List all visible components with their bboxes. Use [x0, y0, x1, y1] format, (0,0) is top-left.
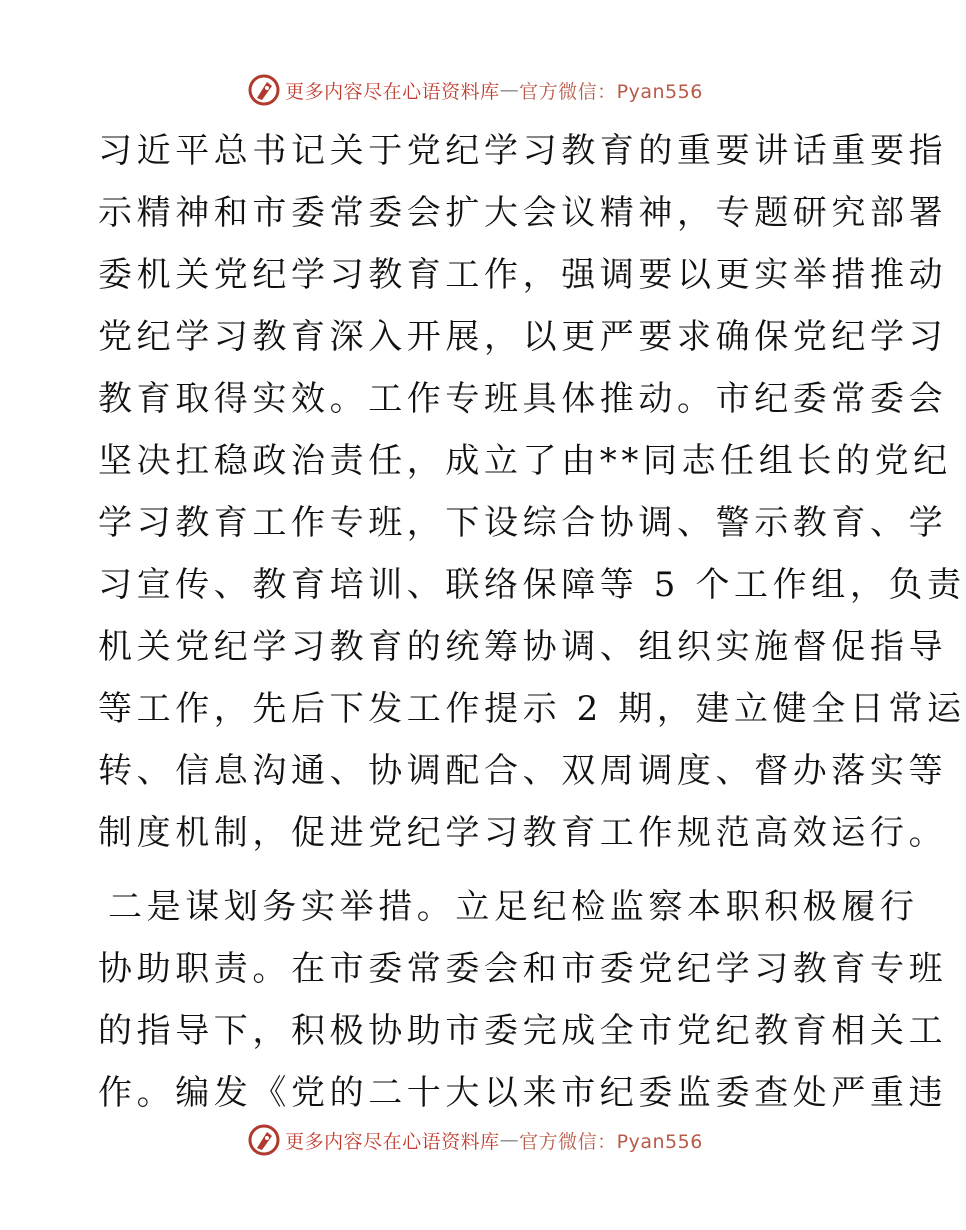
- text-line: 习近平总书记关于党纪学习教育的重要讲话重要指: [98, 131, 948, 171]
- text-line: 习宣传、教育培训、联络保障等 5 个工作组，负责: [98, 565, 966, 605]
- text-line: 机关党纪学习教育的统筹协调、组织实施督促指导: [98, 627, 948, 667]
- text-line: 协助职责。在市委常委会和市委党纪学习教育专班: [98, 949, 948, 989]
- pen-nib-circle-icon: [247, 1123, 281, 1157]
- paragraph-gap: [98, 864, 858, 876]
- paragraph-2: [98, 876, 948, 1124]
- text-line: 党纪学习教育深入开展，以更严要求确保党纪学习: [98, 317, 948, 357]
- watermark-brand: 更多内容尽在心语资料库: [285, 1130, 500, 1153]
- text-line: 二是谋划务实举措。立足纪检监察本职积极履行: [108, 887, 919, 927]
- text-line: 转、信息沟通、协调配合、双周调度、督办落实等: [98, 751, 948, 791]
- pen-nib-circle-icon: [247, 73, 281, 107]
- document-body: [98, 120, 966, 1124]
- text-line: 学习教育工作专班，下设综合协调、警示教育、学: [98, 503, 948, 543]
- watermark-banner-top: [0, 70, 950, 110]
- text-line: 等工作，先后下发工作提示 2 期，建立健全日常运: [98, 689, 966, 729]
- text-line: 作。编发《党的二十大以来市纪委监委查处严重违: [98, 1073, 948, 1113]
- watermark-wechat: 官方微信：Pyan556: [519, 1130, 703, 1153]
- watermark-dash: —: [499, 79, 520, 101]
- text-line: 教育取得实效。工作专班具体推动。市纪委常委会: [98, 379, 948, 419]
- watermark-dash: —: [499, 1129, 520, 1151]
- paragraph-1: [98, 120, 966, 864]
- watermark-brand: 更多内容尽在心语资料库: [285, 80, 500, 103]
- text-line: 示精神和市委常委会扩大会议精神，专题研究部署: [98, 193, 948, 233]
- watermark-banner-bottom: [0, 1120, 950, 1160]
- watermark-wechat: 官方微信：Pyan556: [519, 80, 703, 103]
- text-line: 制度机制，促进党纪学习教育工作规范高效运行。: [98, 813, 948, 853]
- text-line: 坚决扛稳政治责任，成立了由**同志任组长的党纪: [98, 441, 952, 481]
- text-line: 的指导下，积极协助市委完成全市党纪教育相关工: [98, 1011, 948, 1051]
- text-line: 委机关党纪学习教育工作，强调要以更实举措推动: [98, 255, 948, 295]
